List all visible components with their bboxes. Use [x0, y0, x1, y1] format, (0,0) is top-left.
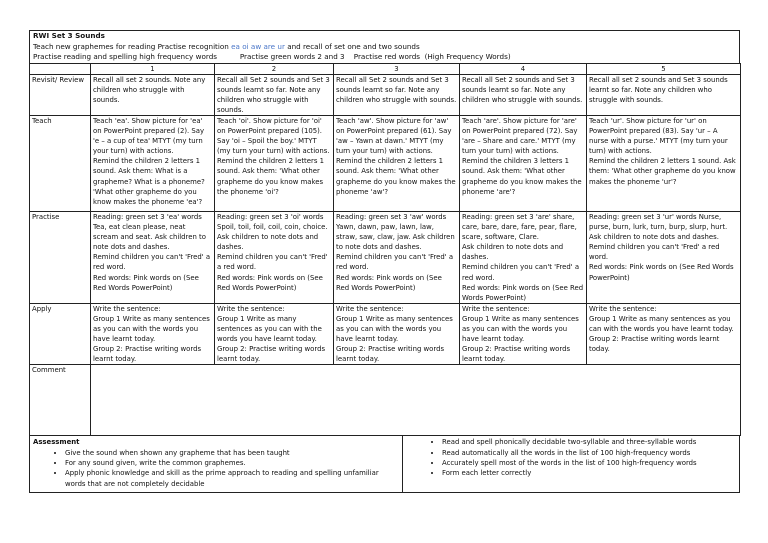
list-item: • Read automatically all the words in the list of 100 high-frequency words: [442, 448, 735, 458]
plan-objective-line: [33, 42, 736, 53]
objective-text: Teach new graphemes for reading Practise recognition: [33, 41, 232, 51]
list-item: • Accurately spell most of the words in the list of 100 high-frequency words: [442, 458, 735, 468]
assessment-title: Assessment: [33, 438, 80, 447]
table-cell: Reading: green set 3 'are' share, care, bare, dare, fare, pear, flare, scare, software, Clare. Ask children to note dots and dashes. Remind children you can't 'Fred' a red word. Red words: Pink words on (See Red Words PowerPoint): [460, 211, 587, 303]
assessment-list-left: [33, 448, 393, 489]
grapheme-list: ea oi aw are ur: [231, 41, 285, 51]
table-cell: Recall all Set 2 sounds and Set 3 sounds learnt so far. Note any children who struggle with sounds.: [334, 74, 460, 115]
plan-practise-line: Practise reading and spelling high frequency words Practise green words 2 and 3 Practise red words (High Frequency Words): [33, 52, 511, 61]
table-row-apply: [30, 303, 741, 365]
assessment-right: [415, 437, 735, 478]
list-item: • For any sound given, write the common graphemes.: [65, 458, 393, 468]
table-row-teach: [30, 115, 741, 211]
table-cell: Recall all set 2 sounds. Note any children who struggle with sounds.: [91, 74, 215, 115]
assessment-left: [33, 437, 393, 488]
table-cell: Teach 'are'. Show picture for 'are' on PowerPoint prepared (72). Say 'are – Share and care.' MTYT (my turn your turn) with actions. Remind the children 3 letters 1 sound. Ask them: 'What other grapheme do you know makes the phoneme 'are'?: [460, 115, 587, 211]
row-label: Revisit/ Review: [30, 74, 91, 115]
list-item: • Give the sound when shown any grapheme that has been taught: [65, 448, 393, 458]
table-cell: Write the sentence: Group 1 Write as many sentences as you can with the words you have learnt today. Group 2: Practise writing words learnt today.: [334, 303, 460, 365]
assessment-divider: [402, 436, 403, 492]
table-cell: Teach 'oi'. Show picture for 'oi' on PowerPoint prepared (105). Say 'oi – Spoil the boy.' MTYT (my turn your turn) with actions. Remind the children 2 letters 1 sound. Ask them: 'What other grapheme do you know makes the phoneme 'oi'?: [215, 115, 334, 211]
table-cell: Recall all Set 2 sounds and Set 3 sounds learnt so far. Note any children who struggle with sounds.: [460, 74, 587, 115]
assessment-list-right: [415, 437, 735, 478]
list-item: • Apply phonic knowledge and skill as the prime approach to reading and spelling unfamiliar words that are not completely decidable: [65, 468, 393, 489]
column-header: 5: [587, 63, 741, 74]
table-cell: Write the sentence: Group 1 Write as many sentences as you can with the words you have learnt today. Group 2: Practise writing words learnt today.: [215, 303, 334, 365]
table-row-revisit: [30, 74, 741, 115]
table-cell: Reading: green set 3 'ur' words Nurse, purse, burn, lurk, turn, burp, slurp, hurt. Ask children to note dots and dashes. Remind children you can't 'Fred' a red word. Red words: Pink words on (See Red Words PowerPoint): [587, 211, 741, 303]
column-header: 2: [215, 63, 334, 74]
table-row-practise: [30, 211, 741, 303]
assessment-section: [29, 436, 740, 493]
row-label: Apply: [30, 303, 91, 365]
lesson-table: [29, 63, 741, 437]
column-header: 4: [460, 63, 587, 74]
column-header: 1: [91, 63, 215, 74]
column-header: 3: [334, 63, 460, 74]
plan-title: RWI Set 3 Sounds: [33, 31, 105, 40]
plan-header: [29, 30, 740, 63]
table-cell: Reading: green set 3 'ea' words Tea, eat clean please, neat scream and seat. Ask children to note dots and dashes. Remind children you can't 'Fred' a red word. Red words: Pink words on (See Red Words PowerPoint): [91, 211, 215, 303]
table-cell: Write the sentence: Group 1 Write as many sentences as you can with the words you have learnt today. Group 2: Practise writing words learnt today.: [91, 303, 215, 365]
row-label: Teach: [30, 115, 91, 211]
table-cell: Recall all Set 2 sounds and Set 3 sounds learnt so far. Note any children who struggle with sounds.: [215, 74, 334, 115]
table-cell: Reading: green set 3 'aw' words Yawn, dawn, paw, lawn, law, straw, saw, claw, jaw. Ask children to note dots and dashes. Remind children you can't 'Fred' a red word. Red words: Pink words on (See Red Words PowerPoint): [334, 211, 460, 303]
list-item: • Form each letter correctly: [442, 468, 735, 478]
objective-suffix: and recall of set one and two sounds: [284, 41, 420, 51]
table-cell: Write the sentence: Group 1 Write as many sentences as you can with the words you have learnt today. Group 2: Practise writing words learnt today.: [587, 303, 741, 365]
lesson-plan-sheet: [29, 30, 740, 493]
table-cell: Teach 'ur'. Show picture for 'ur' on PowerPoint prepared (83). Say 'ur – A nurse with a purse.' MTYT (my turn your turn) with actions. Remind the children 2 letters 1 sound. Ask them: 'What other grapheme do you know makes the phoneme 'ur'?: [587, 115, 741, 211]
table-cell: Teach 'aw'. Show picture for 'aw' on PowerPoint prepared (61). Say 'aw – Yawn at dawn.' MTYT (my turn your turn) with actions. Remind the children 2 letters 1 sound. Ask them: 'What other grapheme do you know makes the phoneme 'aw'?: [334, 115, 460, 211]
table-cell: Recall all set 2 sounds and Set 3 sounds learnt so far. Note any children who struggle with sounds.: [587, 74, 741, 115]
list-item: • Read and spell phonically decidable two-syllable and three-syllable words: [442, 437, 735, 447]
table-cell: Teach 'ea'. Show picture for 'ea' on PowerPoint prepared (2). Say 'e – a cup of tea' MTYT (my turn your turn) with actions. Remind the children 2 letters 1 sound. Ask them: What is a grapheme? What is a phoneme? 'What other grapheme do you know makes the phoneme 'ea'?: [91, 115, 215, 211]
comment-cell: [91, 365, 741, 436]
row-label: Practise: [30, 211, 91, 303]
column-header: [30, 63, 91, 74]
table-row-comment: [30, 365, 741, 436]
row-label: Comment: [30, 365, 91, 436]
column-number-row: [30, 63, 741, 74]
table-cell: Write the sentence: Group 1 Write as many sentences as you can with the words you have learnt today. Group 2: Practise writing words learnt today.: [460, 303, 587, 365]
table-cell: Reading: green set 3 'oi' words Spoil, toil, foil, coil, coin, choice. Ask children to note dots and dashes. Remind children you can't 'Fred' a red word. Red words: Pink words on (See Red Words PowerPoint): [215, 211, 334, 303]
